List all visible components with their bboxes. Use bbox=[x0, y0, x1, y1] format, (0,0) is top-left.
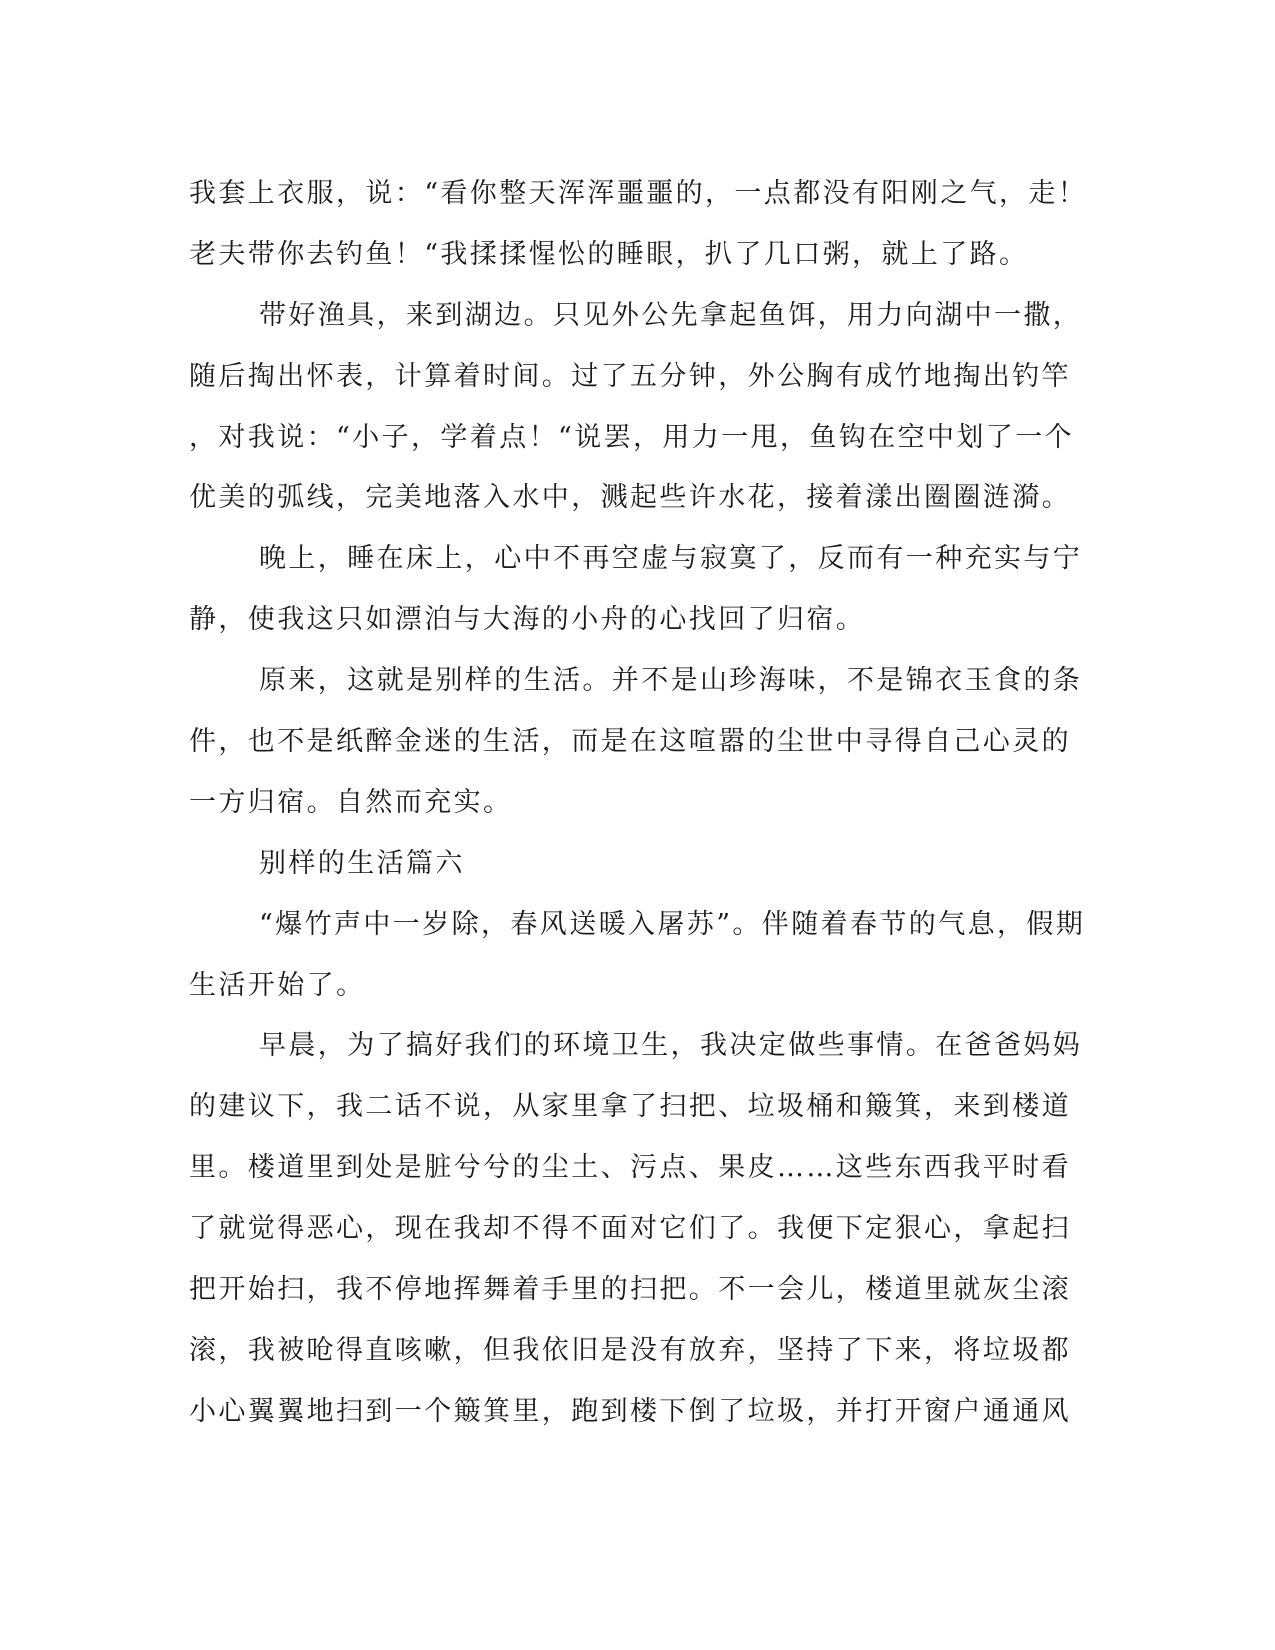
text-line: 一方归宿。自然而充实。 bbox=[189, 786, 513, 818]
text-line: 小心翼翼地扫到一个簸箕里，跑到楼下倒了垃圾，并打开窗户通通风 bbox=[189, 1395, 1071, 1427]
text-line: 了就觉得恶心，现在我却不得不面对它们了。我便下定狠心，拿起扫 bbox=[189, 1213, 1071, 1245]
text-line: “爆竹声中一岁除，春风送暖入屠苏”。伴随着春节的气息，假期 bbox=[259, 908, 1086, 940]
text-line: 老夫带你去钓鱼！“我揉揉惺忪的睡眼，扒了几口粥，就上了路。 bbox=[189, 238, 1029, 270]
text-line: ，对我说：“小子，学着点！“说罢，用力一甩，鱼钩在空中划了一个 bbox=[189, 421, 1075, 453]
text-line: 里。楼道里到处是脏兮兮的尘土、污点、果皮……这些东西我平时看 bbox=[189, 1152, 1071, 1184]
text-line: 我套上衣服，说：“看你整天浑浑噩噩的，一点都没有阳刚之气，走！ bbox=[189, 178, 1088, 209]
body-text bbox=[189, 164, 1088, 1443]
text-line: 的建议下，我二话不说，从家里拿了扫把、垃圾桶和簸箕，来到楼道 bbox=[189, 1091, 1071, 1123]
text-line: 带好渔具，来到湖边。只见外公先拿起鱼饵，用力向湖中一撒， bbox=[259, 299, 1083, 331]
text-line: 早晨，为了搞好我们的环境卫生，我决定做些事情。在爸爸妈妈 bbox=[259, 1030, 1083, 1062]
text-line: 生活开始了。 bbox=[189, 969, 366, 1001]
text-line: 优美的弧线，完美地落入水中，溅起些许水花，接着漾出圈圈涟漪。 bbox=[189, 482, 1071, 514]
text-line: 随后掏出怀表，计算着时间。过了五分钟，外公胸有成竹地掏出钓竿 bbox=[189, 360, 1071, 392]
text-line: 原来，这就是别样的生活。并不是山珍海味，不是锦衣玉食的条 bbox=[259, 665, 1083, 697]
text-line: 件，也不是纸醉金迷的生活，而是在这喧嚣的尘世中寻得自己心灵的 bbox=[189, 726, 1071, 758]
text-line: 把开始扫，我不停地挥舞着手里的扫把。不一会儿，楼道里就灰尘滚 bbox=[189, 1274, 1071, 1306]
text-line: 晚上，睡在床上，心中不再空虚与寂寞了，反而有一种充实与宁 bbox=[259, 543, 1083, 575]
text-line: 静，使我这只如漂泊与大海的小舟的心找回了归宿。 bbox=[189, 604, 866, 636]
text-line: 滚，我被呛得直咳嗽，但我依旧是没有放弃，坚持了下来，将垃圾都 bbox=[189, 1334, 1071, 1366]
text-line: 别样的生活篇六 bbox=[259, 847, 465, 879]
